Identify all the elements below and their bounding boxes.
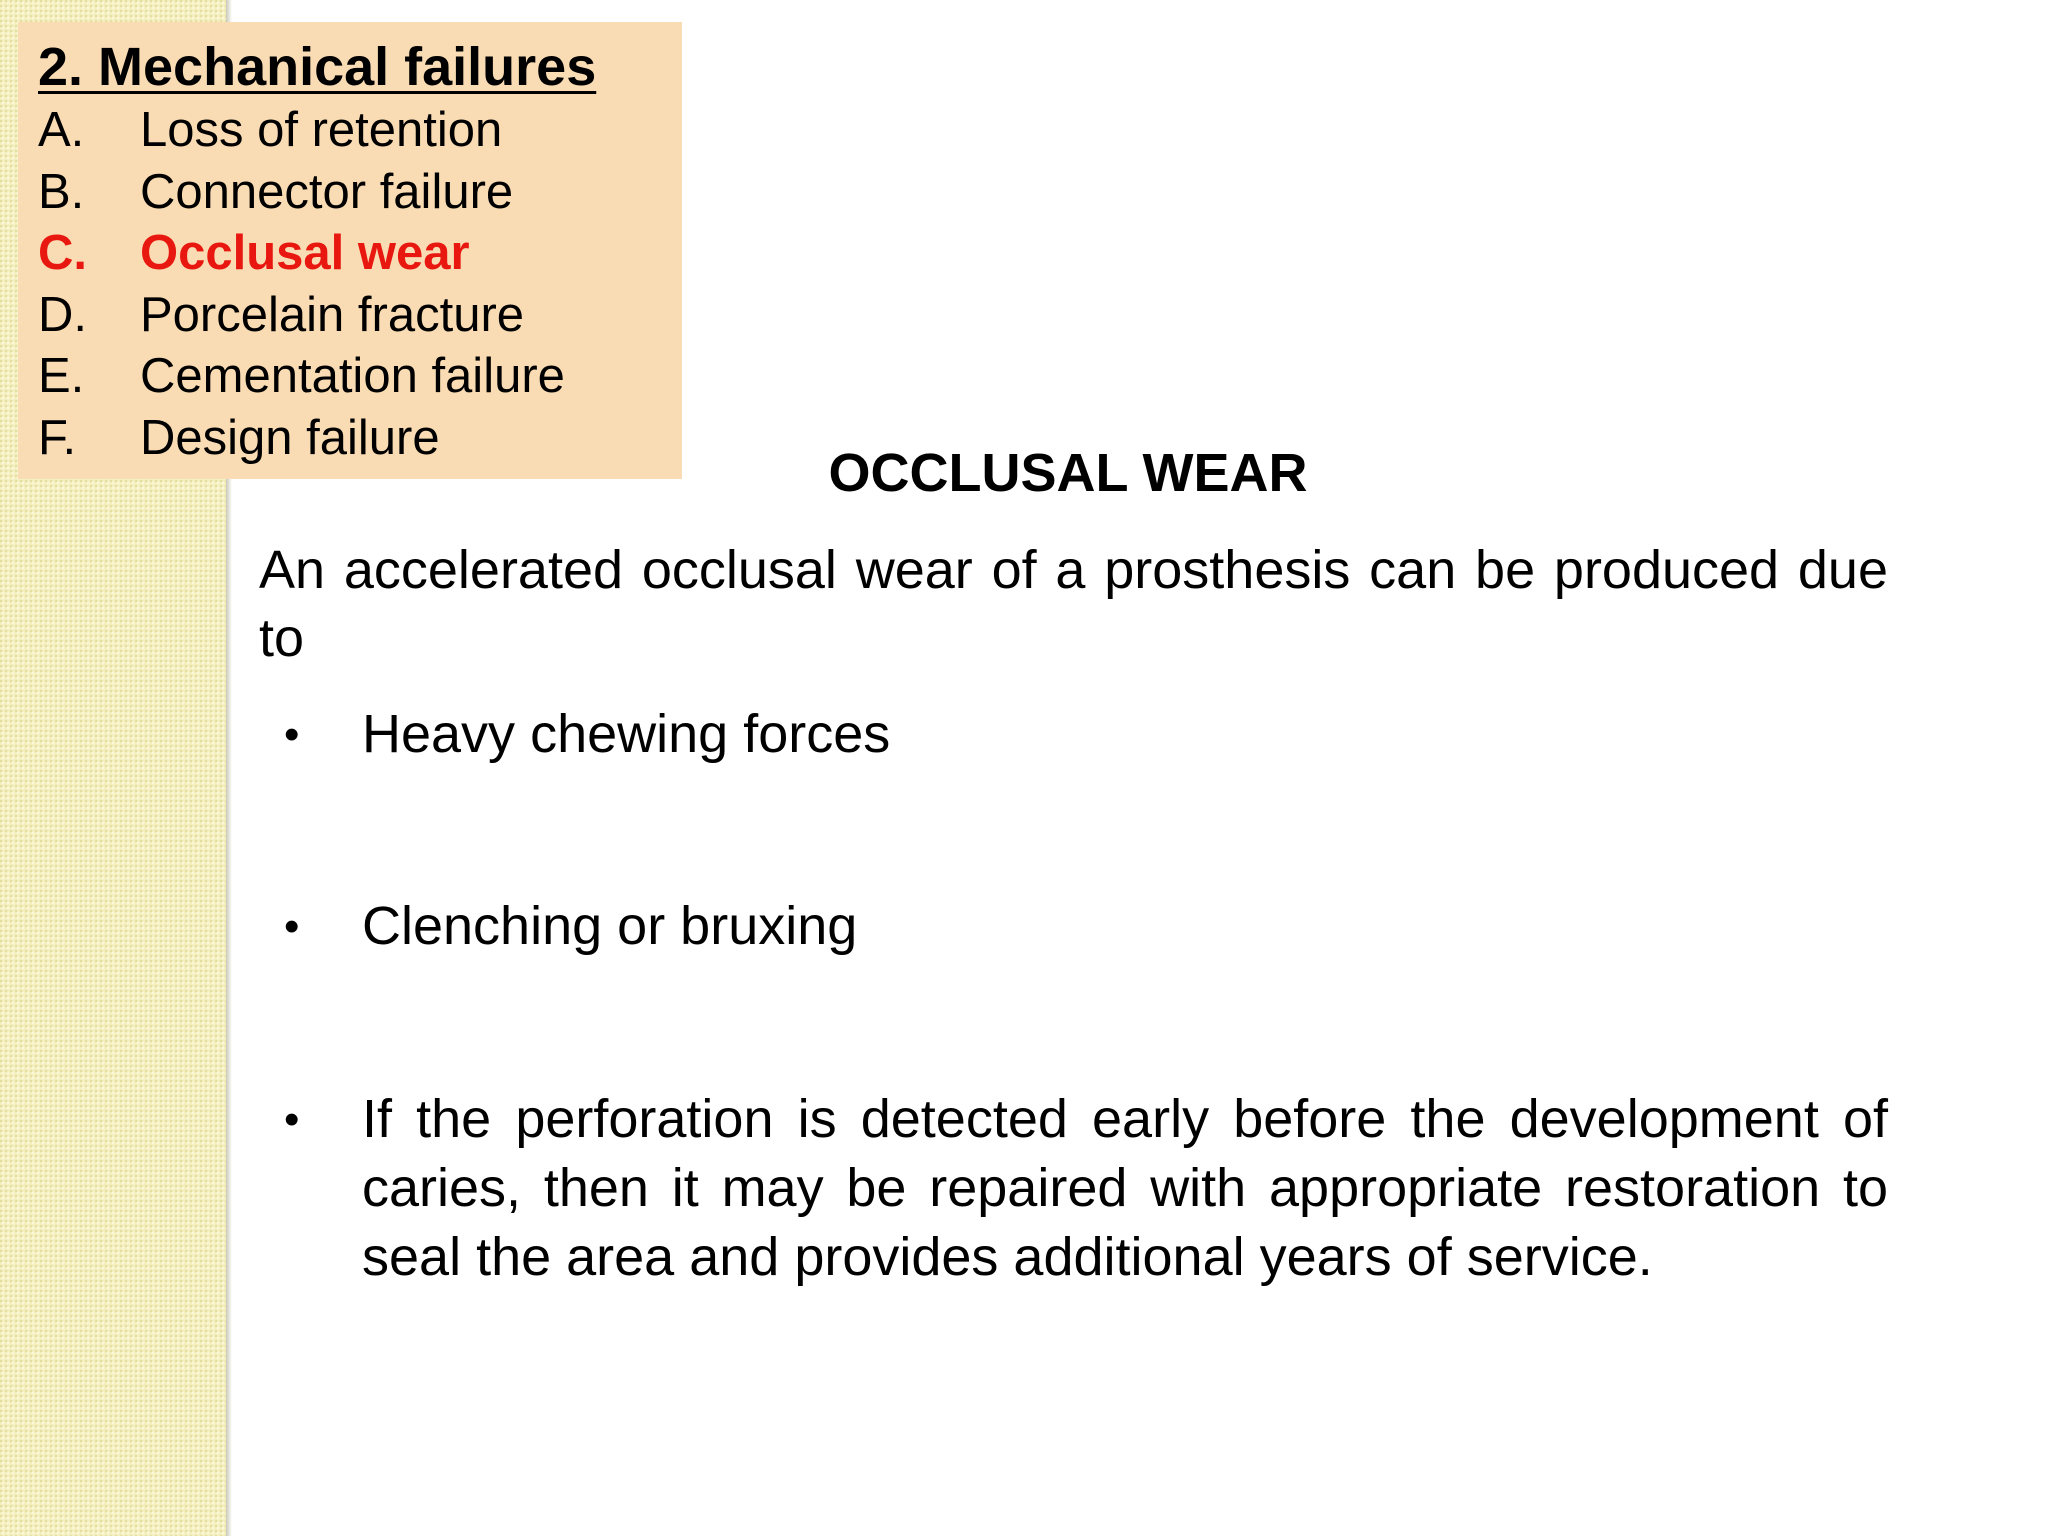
- topic-item-connector-failure: [38, 162, 682, 224]
- topic-item-label: Occlusal wear: [140, 226, 470, 280]
- bullet-dot-icon: •: [284, 902, 300, 951]
- topic-item-label: Design failure: [140, 410, 440, 465]
- topic-item-design-failure: [38, 408, 682, 470]
- topic-list-box: [18, 22, 682, 479]
- bullet-item: [259, 1085, 1888, 1292]
- topic-item-label: Porcelain fracture: [140, 287, 525, 342]
- bullet-item: [259, 700, 1888, 769]
- topic-item-label: Cementation failure: [140, 349, 565, 403]
- topic-list: [38, 100, 682, 469]
- bullet-text: If the perforation is detected early before the development of caries, then it may be repaired with appropriate restoration to seal the area and provides additional years of service.: [362, 1089, 1888, 1287]
- topic-item-letter: F.: [38, 410, 77, 465]
- topic-title: 2. Mechanical failures: [38, 37, 597, 97]
- topic-item-label: Connector failure: [140, 164, 514, 219]
- topic-item-letter: C.: [38, 226, 87, 280]
- slide-heading: OCCLUSAL WEAR: [828, 443, 1308, 503]
- topic-item-label: Loss of retention: [140, 103, 503, 157]
- bullet-item: [259, 892, 1888, 961]
- topic-item-cementation-failure: [38, 346, 682, 408]
- topic-item-letter: E.: [38, 349, 85, 403]
- topic-item-occlusal-wear: [38, 223, 682, 285]
- bullet-dot-icon: •: [284, 1095, 300, 1144]
- topic-item-letter: A.: [38, 103, 85, 157]
- topic-item-letter: D.: [38, 287, 87, 342]
- bullet-dot-icon: •: [284, 710, 300, 759]
- topic-item-letter: B.: [38, 164, 85, 219]
- intro-paragraph: An accelerated occlusal wear of a prosthesis can be produced due to: [259, 540, 1888, 668]
- bullet-text: Heavy chewing forces: [362, 704, 891, 764]
- bullet-list: [259, 700, 1888, 1292]
- bullet-text: Clenching or bruxing: [362, 896, 858, 956]
- topic-item-porcelain-fracture: [38, 285, 682, 347]
- topic-item-loss-of-retention: [38, 100, 682, 162]
